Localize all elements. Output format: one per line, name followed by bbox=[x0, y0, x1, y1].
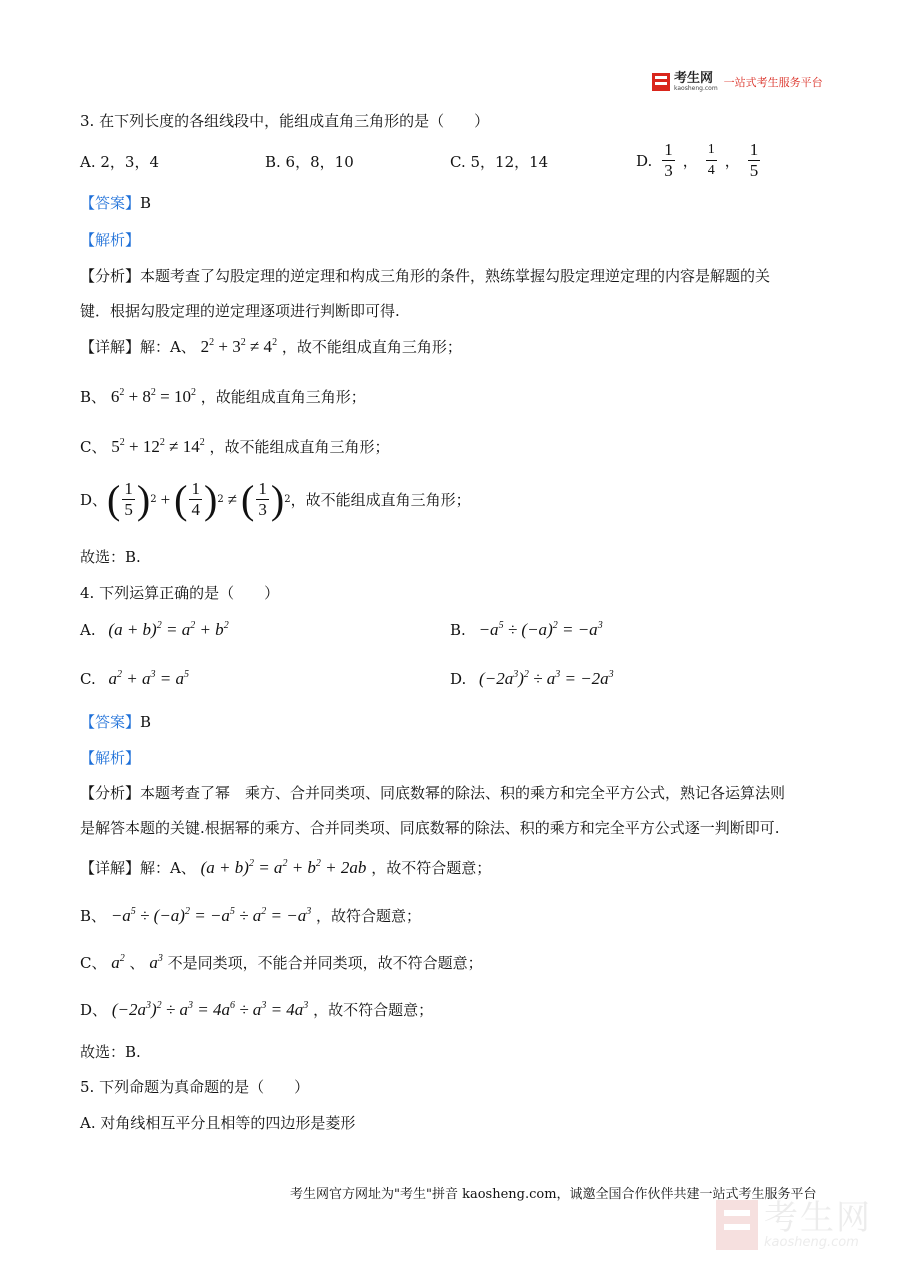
q5-option-a: A. 对角线相互平分且相等的四边形是菱形 bbox=[80, 1114, 356, 1132]
q4-detail-c: C、 $a^2$ 、 $a^3$ 不是同类项，不能合并同类项，故不符合题意； bbox=[80, 953, 483, 972]
q4-option-d: D. $(-2a^3)^2 \div a^3 = -2a^3$ bbox=[450, 669, 614, 688]
q3-option-d: D. $\frac{1}{3}$ ， $\frac{1}{4}$ ， $\frac{1}{5}$ bbox=[636, 140, 759, 180]
q3-answer bbox=[80, 192, 151, 213]
equation: $-a^5 \div (-a)^2 = -a^5 \div a^2 = -a^3$ bbox=[110, 906, 312, 925]
equation: $2^2 + 3^2 \ne 4^2$ bbox=[200, 337, 278, 356]
fraction: $\frac{1}{3}$ bbox=[664, 140, 673, 180]
equation: $a^2$ bbox=[111, 953, 125, 972]
q3-option-c: C. 5，12，14 bbox=[450, 153, 549, 171]
q4-option-a: A. $(a + b)^2 = a^2 + b^2$ bbox=[80, 620, 229, 639]
q4-answer bbox=[80, 711, 151, 732]
watermark-cn: 考生网 bbox=[764, 1198, 872, 1238]
kaosheng-watermark-icon bbox=[716, 1200, 758, 1250]
q3-stem: 3. 在下列长度的各组线段中，能组成直角三角形的是（ ） bbox=[80, 112, 490, 130]
q3-detail-c: C、 $5^2 + 12^2 \ne 14^2$ ，故不能组成直角三角形； bbox=[80, 437, 390, 456]
answer-value: B bbox=[140, 194, 152, 212]
equation: $a^3$ bbox=[149, 953, 163, 972]
q5-stem: 5. 下列命题为真命题的是（ ） bbox=[80, 1078, 310, 1096]
q3-detail-a: 【详解】解：A、 $2^2 + 3^2 \ne 4^2$ ，故不能组成直角三角形； bbox=[80, 337, 462, 356]
q3-option-a: A. 2，3，4 bbox=[80, 153, 159, 171]
q4-option-c: C. $a^2 + a^3 = a^5$ bbox=[80, 669, 189, 688]
q3-option-d-label: D. bbox=[636, 151, 653, 170]
q4-option-b: B. $-a^5 \div (-a)^2 = -a^3$ bbox=[450, 620, 603, 639]
kaosheng-logo-icon bbox=[652, 73, 670, 91]
answer-tag: 【答案】 bbox=[80, 194, 141, 212]
q3-analysis-tag: 【解析】 bbox=[80, 231, 141, 249]
watermark-en: kaosheng.com bbox=[764, 1235, 859, 1250]
answer-value: B bbox=[140, 713, 152, 731]
footer-text: 考生网官方网址为"考生"拼音 kaosheng.com，诚邀全国合作伙伴共建一站式考生服务平台 bbox=[290, 1187, 817, 1202]
q3-fenxi-line2: 键．根据勾股定理的逆定理逐项进行判断即可得. bbox=[80, 302, 400, 320]
q3-fenxi-line1: 【分析】本题考查了勾股定理的逆定理和构成三角形的条件，熟练掌握勾股定理逆定理的内容是解题的关 bbox=[80, 267, 771, 285]
fraction: $\frac{1}{4}$ bbox=[706, 140, 717, 181]
q3-detail-b: B、 $6^2 + 8^2 = 10^2$ ，故能组成直角三角形； bbox=[80, 387, 366, 406]
header-logo bbox=[652, 72, 823, 92]
q4-analysis-tag: 【解析】 bbox=[80, 749, 141, 767]
q4-stem: 4. 下列运算正确的是（ ） bbox=[80, 584, 280, 602]
q4-detail-b: B、 $-a^5 \div (-a)^2 = -a^5 \div a^2 = -a^3$ ，故符合题意； bbox=[80, 906, 422, 925]
watermark bbox=[716, 1200, 872, 1250]
q3-detail-d: D、 ( $\frac{1}{5}$ ) 2 + ( $\frac{1}{4}$ ) 2 ≠ ( $\frac{1}{3}$ ) 2 ，故不能组成直角三角形； bbox=[80, 476, 471, 522]
equation: $(a + b)^2 = a^2 + b^2 + 2ab$ bbox=[200, 858, 367, 877]
header-slogan: 一站式考生服务平台 bbox=[723, 76, 823, 89]
q4-detail-a: 【详解】解：A、 $(a + b)^2 = a^2 + b^2 + 2ab$ ，故不符合题意； bbox=[80, 858, 492, 877]
q3-option-b: B. 6，8，10 bbox=[265, 153, 354, 171]
equation: $(-2a^3)^2 \div a^3 = 4a^6 \div a^3 = 4a^3$ bbox=[111, 1000, 309, 1019]
q4-fenxi-line2: 是解答本题的关键.根据幂的乘方、合并同类项、同底数幂的除法、积的乘方和完全平方公式逐一判断即可. bbox=[80, 819, 780, 837]
equation: $5^2 + 12^2 \ne 14^2$ bbox=[111, 437, 205, 456]
fraction: $\frac{1}{5}$ bbox=[749, 140, 759, 180]
q4-conclusion: 故选：B. bbox=[80, 1043, 141, 1061]
q3-conclusion: 故选：B. bbox=[80, 548, 141, 566]
equation: $6^2 + 8^2 = 10^2$ bbox=[110, 387, 196, 406]
answer-tag: 【答案】 bbox=[80, 713, 141, 731]
logo-en-text: kaosheng.com bbox=[674, 85, 718, 92]
q4-fenxi-line1: 【分析】本题考查了幂 乘方、合并同类项、同底数幂的除法、积的乘方和完全平方公式，熟记各运算法则 bbox=[80, 784, 786, 802]
q4-detail-d: D、 $(-2a^3)^2 \div a^3 = 4a^6 \div a^3 = 4a^3$ ，故不符合题意； bbox=[80, 1000, 434, 1019]
logo-cn-text: 考生网 bbox=[674, 71, 714, 86]
